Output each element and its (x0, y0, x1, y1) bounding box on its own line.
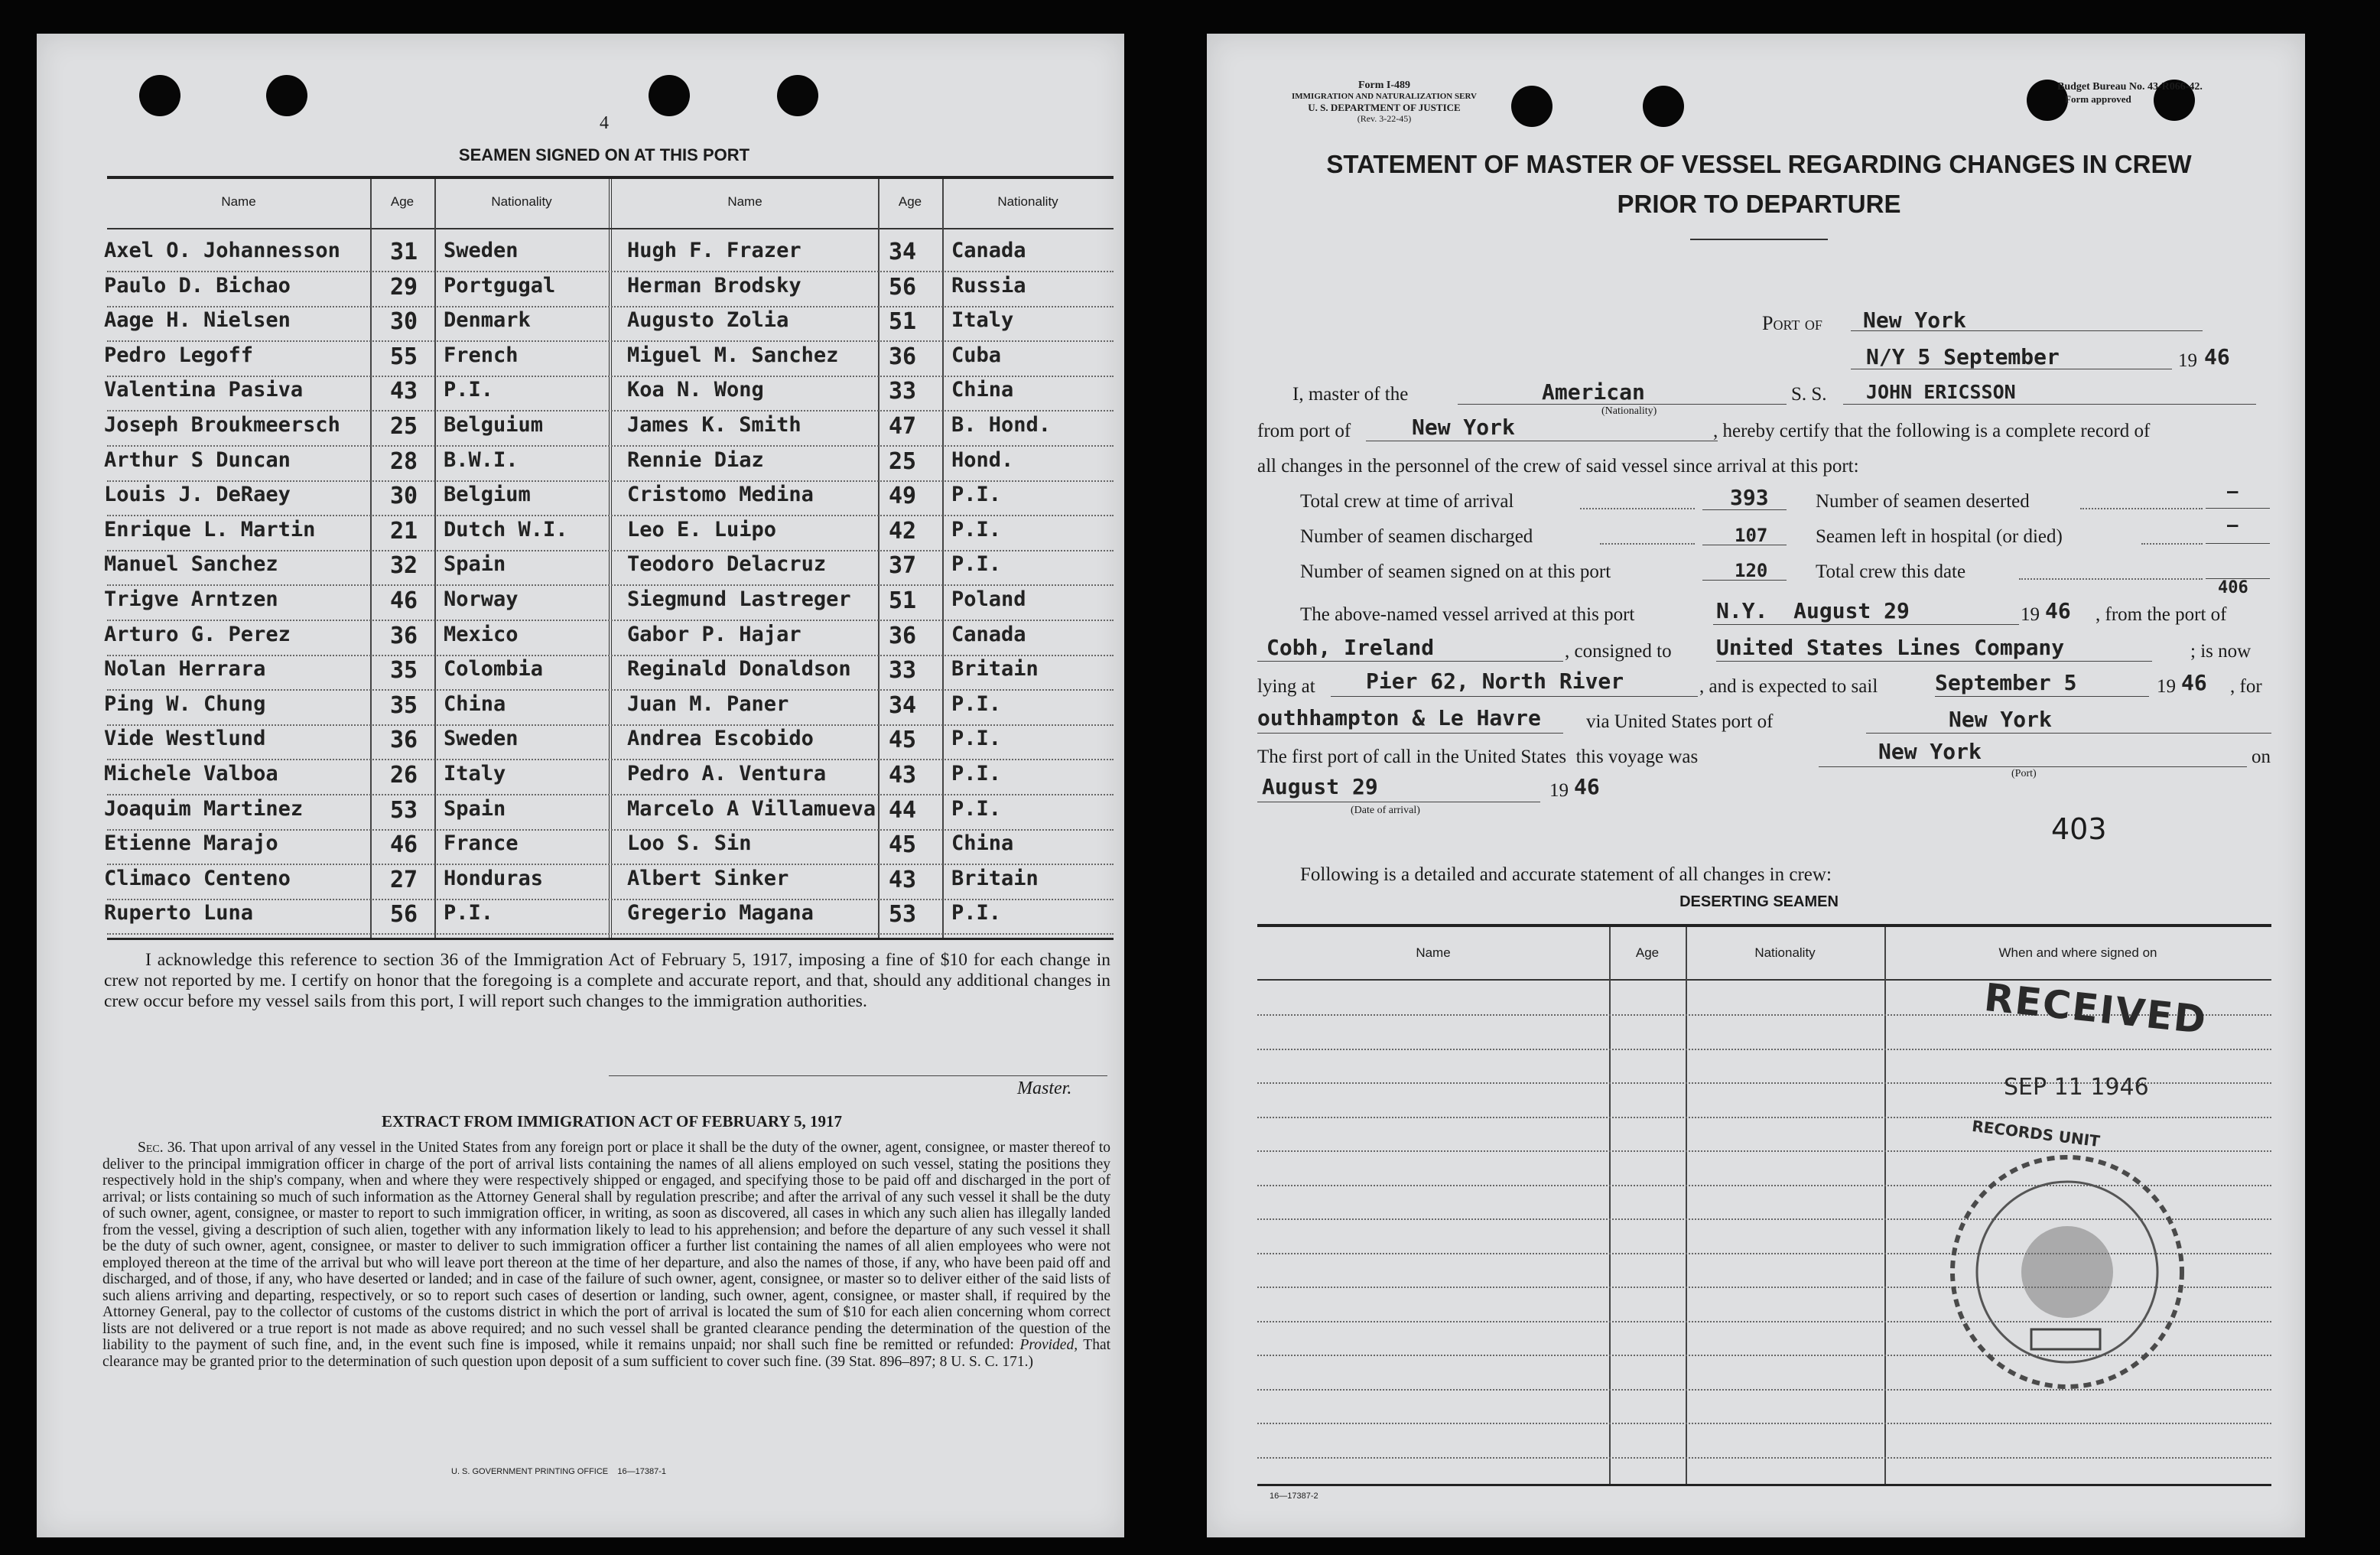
right-footer: 16—17387-2 (1270, 1492, 1318, 1501)
lying-line (1331, 696, 1698, 697)
master-of-label: I, master of the (1292, 384, 1409, 405)
seaman-nationality: B.W.I. (444, 447, 519, 472)
first-port-line (1819, 766, 2247, 767)
seaman-nationality: Belguium (444, 413, 544, 437)
seaman-nationality: Hond. (951, 447, 1014, 472)
seaman-name: Andrea Escobido (627, 727, 814, 751)
signed-on-value: 120 (1735, 560, 1768, 581)
seaman-age: 26 (390, 762, 418, 789)
seaman-name: Loo S. Sin (627, 831, 752, 856)
seaman-age: 21 (390, 517, 418, 545)
seaman-age: 36 (889, 622, 917, 649)
deserting-col-divider (1609, 927, 1611, 1484)
page-number: 4 (600, 113, 609, 133)
leader-dots (1600, 543, 1695, 545)
seaman-age: 45 (889, 831, 917, 859)
expected-label: , and is expected to sail (1699, 676, 1878, 697)
on-label: on (2252, 747, 2271, 767)
seaman-nationality: Cuba (951, 343, 1002, 367)
row-rule (107, 480, 1114, 482)
seaman-name: Hugh F. Frazer (627, 239, 801, 262)
seaman-nationality: P.I. (444, 901, 494, 926)
seaman-age: 47 (889, 413, 917, 440)
leader-dots (2080, 508, 2203, 509)
seaman-nationality: Russia (951, 273, 1026, 298)
seaman-age: 32 (390, 552, 418, 580)
first-port-value: New York (1878, 739, 1982, 764)
value-line (2206, 578, 2270, 579)
seaman-nationality: Sweden (444, 239, 519, 262)
punch-hole (649, 75, 690, 116)
seaman-name: Gregerio Magana (627, 901, 814, 926)
seaman-age: 30 (390, 483, 418, 510)
total-this-date-label: Total crew this date (1816, 561, 1966, 582)
is-now-label: ; is now (2190, 641, 2252, 662)
seaman-nationality: Colombia (444, 657, 544, 682)
arrived-year: 46 (2045, 598, 2071, 623)
seaman-name: Cristomo Medina (627, 483, 814, 507)
seaman-name: Nolan Herrara (104, 657, 266, 682)
seaman-name: Joaquim Martinez (104, 796, 304, 821)
total-this-date-value: 406 (2218, 578, 2248, 597)
seaman-age: 53 (889, 901, 917, 929)
destination-value: outhhampton & Le Havre (1257, 705, 1541, 730)
seaman-age: 37 (889, 552, 917, 580)
year-value: 46 (2204, 344, 2230, 369)
deserting-heading: DESERTING SEAMEN (1679, 893, 1839, 910)
deserting-row-rule (1257, 1117, 2271, 1118)
value-line (2206, 508, 2270, 509)
ship-name: JOHN ERICSSON (1866, 381, 2016, 403)
seaman-name: Leo E. Luipo (627, 517, 777, 542)
seaman-name: Miguel M. Sanchez (627, 343, 839, 367)
discharged-value: 107 (1735, 525, 1768, 546)
via-value: New York (1949, 707, 2052, 732)
seaman-name: Ruperto Luna (104, 901, 254, 926)
seaman-age: 46 (390, 831, 418, 859)
seaman-nationality: P.I. (951, 483, 1002, 507)
seaman-age: 43 (889, 866, 917, 893)
acknowledgement-text: I acknowledge this reference to section 36 of the Immigration Act of February 5, 1917, imposing a fine of $10 for each change in crew not reported by me. I certify on honor that the foregoing is a complete and accurate report, and that, should any additional changes in crew occur before my vessel sails from this port, I will report such changes to the immigration authorities. (104, 950, 1110, 1011)
row-rule (107, 829, 1114, 831)
seaman-nationality: China (951, 831, 1014, 856)
from-port-value: New York (1412, 415, 1515, 440)
row-rule (107, 340, 1114, 342)
seaman-name: Reginald Donaldson (627, 657, 851, 682)
port-value: New York (1863, 307, 1966, 333)
via-label: via United States port of (1586, 711, 1774, 732)
deserting-row-rule (1257, 1457, 2271, 1459)
seaman-name: Teodoro Delacruz (627, 552, 827, 577)
destination-line (1257, 733, 1563, 734)
table-col-divider (609, 179, 612, 938)
deserting-header-rule (1257, 979, 2271, 981)
seaman-name: Louis J. DeRaey (104, 483, 291, 507)
value-line (1702, 509, 1787, 510)
received-date-stamp: SEP 11 1946 (2004, 1074, 2149, 1101)
seaman-name: Climaco Centeno (104, 866, 291, 890)
sail-value: September 5 (1935, 670, 2077, 695)
total-arrival-value: 393 (1730, 485, 1769, 510)
row-rule (107, 933, 1114, 935)
seaman-age: 31 (390, 239, 418, 265)
seaman-age: 42 (889, 517, 917, 545)
seaman-age: 56 (889, 273, 917, 301)
seaman-name: Gabor P. Hajar (627, 622, 801, 646)
seaman-nationality: P.I. (951, 552, 1002, 577)
nationality-value: American (1542, 379, 1645, 405)
ship-name-line (1843, 404, 2256, 405)
deserted-value: — (2227, 480, 2239, 502)
extract-section: Sec. 36. (138, 1140, 187, 1156)
first-port-label: The first port of call in the United States this voyage was (1257, 747, 1699, 767)
row-rule (107, 515, 1114, 516)
extract-tail: That clearance may be granted prior to the determination of such question upon deposit of a sum sufficient to cover such fine. (39 Stat. 896–897; 8 U. S. C. 171.) (102, 1337, 1111, 1370)
from-port-of-label: , from the port of (2096, 604, 2227, 625)
port-label: Port of (1762, 312, 1822, 334)
following-text: Following is a detailed and accurate statement of all changes in crew: (1300, 864, 1832, 885)
seaman-nationality: Poland (951, 587, 1026, 611)
arrival-year: 46 (1574, 774, 1600, 799)
row-rule (107, 724, 1114, 726)
sail-year-prefix: 19 (2157, 676, 2176, 697)
seaman-nationality: B. Hond. (951, 413, 1052, 437)
row-rule (107, 864, 1114, 865)
deserting-col-divider (1686, 927, 1687, 1484)
hospital-label: Seamen left in hospital (or died) (1816, 526, 2063, 547)
deserted-label: Number of seamen deserted (1816, 491, 2030, 512)
seaman-name: Herman Brodsky (627, 273, 801, 298)
agency-line-2: U. S. DEPARTMENT OF JUSTICE (1308, 102, 1461, 113)
arrival-date-value: August 29 (1262, 774, 1378, 799)
signed-on-label: Number of seamen signed on at this port (1300, 561, 1611, 582)
seaman-name: Juan M. Paner (627, 691, 789, 716)
for-label: , for (2230, 676, 2262, 697)
seaman-nationality: Denmark (444, 308, 531, 333)
year-prefix: 19 (2178, 350, 2197, 371)
extract-title: EXTRACT FROM IMMIGRATION ACT OF FEBRUARY 5, 1917 (381, 1112, 843, 1130)
seaman-nationality: P.I. (951, 691, 1002, 716)
col-header-nationality: Nationality (491, 194, 552, 209)
seaman-age: 25 (390, 413, 418, 440)
punch-hole (1511, 86, 1553, 127)
seaman-nationality: Italy (444, 762, 506, 786)
seaman-name: Koa N. Wong (627, 378, 764, 402)
budget-bureau-number: Budget Bureau No. 43-R066-42. (2057, 81, 2203, 93)
seaman-name: Joseph Broukmeersch (104, 413, 340, 437)
row-rule (107, 794, 1114, 795)
seaman-nationality: Italy (951, 308, 1014, 333)
arrived-value: N.Y. August 29 (1716, 598, 1910, 623)
seaman-name: Arthur S Duncan (104, 447, 291, 472)
form-number: Form I-489 (1357, 80, 1411, 91)
seaman-age: 46 (390, 587, 418, 614)
seaman-age: 56 (390, 901, 418, 929)
seaman-age: 33 (889, 378, 917, 405)
seaman-name: Pedro Legoff (104, 343, 254, 367)
punch-hole (139, 75, 180, 116)
seaman-name: Trigve Arntzen (104, 587, 278, 611)
seaman-age: 35 (390, 691, 418, 719)
title-rule (1690, 239, 1828, 240)
lying-value: Pier 62, North River (1366, 669, 1624, 694)
seaman-nationality: French (444, 343, 519, 367)
col-header-age: Age (898, 194, 922, 209)
seal-stamp-icon (1941, 1146, 2193, 1398)
seaman-nationality: Belgium (444, 483, 531, 507)
seaman-nationality: Britain (951, 657, 1039, 682)
consigned-label: , consigned to (1565, 641, 1672, 662)
row-rule (107, 410, 1114, 412)
seaman-nationality: P.I. (444, 378, 494, 402)
arrival-year-prefix: 19 (1549, 780, 1569, 801)
seaman-nationality: P.I. (951, 517, 1002, 542)
seaman-name: Augusto Zolia (627, 308, 789, 333)
punch-hole (266, 75, 307, 116)
seaman-age: 27 (390, 866, 418, 893)
seaman-name: Siegmund Lastreger (627, 587, 851, 611)
extract-text (102, 1140, 1110, 1370)
nationality-caption: (Nationality) (1601, 405, 1657, 417)
seaman-nationality: China (444, 691, 506, 716)
seaman-nationality: P.I. (951, 901, 1002, 926)
seaman-name: Enrique L. Martin (104, 517, 316, 542)
master-label: Master. (1017, 1078, 1072, 1098)
seaman-nationality: France (444, 831, 519, 856)
seaman-nationality: P.I. (951, 796, 1002, 821)
seaman-age: 49 (889, 483, 917, 510)
seaman-age: 35 (390, 657, 418, 685)
seaman-age: 36 (889, 343, 917, 370)
row-rule (107, 445, 1114, 447)
seaman-age: 43 (390, 378, 418, 405)
lying-label: lying at (1257, 676, 1315, 697)
count-note: 403 (2051, 812, 2107, 846)
row-rule (107, 759, 1114, 760)
col-header-name: Name (727, 194, 762, 209)
ss-label: S. S. (1791, 384, 1827, 405)
received-stamp: RECEIVED (1982, 974, 2209, 1043)
deserting-header-name: Name (1416, 945, 1451, 960)
value-line (1702, 580, 1787, 581)
from-place-line (1257, 661, 1563, 662)
seaman-name: Aage H. Nielsen (104, 308, 291, 333)
sail-line (1935, 696, 2149, 697)
table-bottom-rule (107, 938, 1114, 940)
deserting-bottom-rule (1257, 1484, 2271, 1486)
seaman-age: 28 (390, 447, 418, 475)
agency-line-1: IMMIGRATION AND NATURALIZATION SERV (1292, 92, 1477, 101)
deserting-top-rule (1257, 924, 2271, 927)
records-unit-stamp: RECORDS UNIT (1971, 1116, 2102, 1151)
arrived-label: The above-named vessel arrived at this port (1300, 604, 1635, 625)
seaman-name: Valentina Pasiva (104, 378, 304, 402)
via-line (1866, 733, 2271, 734)
row-rule (107, 271, 1114, 272)
seaman-age: 43 (889, 762, 917, 789)
seaman-name: Michele Valboa (104, 762, 278, 786)
seaman-nationality: Dutch W.I. (444, 517, 568, 542)
seaman-nationality: P.I. (951, 762, 1002, 786)
seaman-age: 36 (390, 727, 418, 754)
seaman-nationality: Britain (951, 866, 1039, 890)
seaman-name: Albert Sinker (627, 866, 789, 890)
seaman-name: James K. Smith (627, 413, 801, 437)
deserting-col-divider (1884, 927, 1886, 1484)
extract-body: That upon arrival of any vessel in the United States from any foreign port or place it shall be the duty of the owner, agent, consignee, or master thereof to deliver to the principal immigration officer in charge of the port of arrival lists containing the names of all aliens employed on such vessel, stating the positions they respectively hold in the ship's company, when and where they were respectively shipped or engaged, and specifying those to be paid off and discharged in the port of arrival; or lists containing so much of such information as the Attorney General shall by regulation prescribe; and after the arrival of any such vessel it shall be the duty of such owner, agent, consignee, or master to report to such immigration officer, in writing, as soon as discovered, all cases in which any such alien has illegally landed from the vessel, giving a description of such alien, together with any information likely to lead to his apprehension; and before the departure of any such vessel it shall be the duty of such owner, agent, consignee, or master to deliver to such immigration officer a further list containing the names of all alien employees who were not employed thereon at the time of the arrival but who will leave port thereon at the time of her departure, and also the names of those, if any, who have been paid off and discharged, and of those, if any, who have deserted or landed; and in case of the failure of such owner, agent, consignee, or master so to deliver either of the said lists of such aliens arriving and departing, respectively, or so to report such cases of desertion or landing, such owner, agent, consignee, or master shall, if required by the Attorney General, pay to the collector of customs of the customs district in which the port of arrival is located the sum of $10 for each alien concerning whom correct lists are not delivered or a true report is not made as above required; and no such vessel shall be granted clearance pending the determination of the question of the liability to the payment of such fine, and, in the event such fine is imposed, while it remains unpaid; nor shall such fine be remitted or refunded: (102, 1140, 1110, 1353)
date-value: N/Y 5 September (1866, 344, 2060, 369)
printer-line: U. S. GOVERNMENT PRINTING OFFICE 16—17387-1 (451, 1467, 666, 1476)
certify-text: , hereby certify that the following is a complete record of (1713, 421, 2151, 441)
seaman-name: Manuel Sanchez (104, 552, 278, 577)
consignee-value: United States Lines Company (1716, 635, 2065, 660)
col-header-nationality: Nationality (997, 194, 1058, 209)
row-rule (107, 306, 1114, 307)
arrived-year-prefix: 19 (2021, 604, 2040, 625)
seaman-nationality: Sweden (444, 727, 519, 751)
seaman-name: Arturo G. Perez (104, 622, 291, 646)
from-port-label: from port of (1257, 421, 1351, 441)
table-col-divider (942, 179, 944, 938)
seaman-nationality: Spain (444, 796, 506, 821)
arrival-date-caption: (Date of arrival) (1351, 805, 1420, 816)
changes-text: all changes in the personnel of the crew of said vessel since arrival at this port: (1257, 456, 1859, 477)
deserting-header-age: Age (1635, 945, 1660, 960)
seaman-name: Rennie Diaz (627, 447, 764, 472)
row-rule (107, 620, 1114, 621)
discharged-label: Number of seamen discharged (1300, 526, 1533, 547)
punch-hole (1643, 86, 1684, 127)
row-rule (107, 376, 1114, 377)
leader-dots (2141, 543, 2203, 545)
port-caption: (Port) (2011, 768, 2037, 779)
arrived-line (1713, 624, 2019, 625)
form-approved: Form approved (2065, 93, 2131, 105)
seaman-age: 44 (889, 796, 917, 824)
consignee-line (1716, 661, 2152, 662)
seaman-nationality: Portgugal (444, 273, 556, 298)
value-line (2206, 543, 2270, 544)
table-col-divider (434, 179, 436, 938)
row-rule (107, 899, 1114, 900)
seaman-name: Marcelo A Villamueva (627, 796, 876, 821)
form-title-line-1: STATEMENT OF MASTER OF VESSEL REGARDING CHANGES IN CREW (1326, 150, 2192, 178)
seaman-age: 34 (889, 691, 917, 719)
deserting-header-nationality: Nationality (1754, 945, 1816, 960)
seaman-age: 34 (889, 239, 917, 265)
seaman-age: 45 (889, 727, 917, 754)
from-place-value: Cobh, Ireland (1266, 635, 1435, 660)
seaman-age: 51 (889, 308, 917, 336)
seaman-name: Vide Westlund (104, 727, 266, 751)
row-rule (107, 689, 1114, 691)
total-arrival-label: Total crew at time of arrival (1300, 491, 1514, 512)
seaman-nationality: Mexico (444, 622, 519, 646)
seaman-age: 51 (889, 587, 917, 614)
seaman-age: 25 (889, 447, 917, 475)
seamen-signed-heading: SEAMEN SIGNED ON AT THIS PORT (458, 145, 750, 164)
leader-dots (1580, 508, 1695, 509)
seaman-name: Axel O. Johannesson (104, 239, 340, 262)
seaman-name: Etienne Marajo (104, 831, 278, 856)
seaman-nationality: Honduras (444, 866, 544, 890)
row-rule (107, 550, 1114, 551)
seaman-nationality: P.I. (951, 727, 1002, 751)
sail-year: 46 (2181, 670, 2207, 695)
col-header-name: Name (221, 194, 256, 209)
row-rule (107, 584, 1114, 586)
seaman-age: 53 (390, 796, 418, 824)
seaman-age: 30 (390, 308, 418, 336)
seaman-age: 29 (390, 273, 418, 301)
seaman-age: 55 (390, 343, 418, 370)
seaman-nationality: Norway (444, 587, 519, 611)
seaman-name: Ping W. Chung (104, 691, 266, 716)
form-title-line-2: PRIOR TO DEPARTURE (1617, 190, 1901, 218)
master-signature-line (609, 1075, 1107, 1076)
seaman-name: Paulo D. Bichao (104, 273, 291, 298)
table-col-divider (878, 179, 879, 938)
table-col-divider (370, 179, 372, 938)
hospital-value: — (2227, 514, 2239, 535)
row-rule (107, 655, 1114, 656)
seaman-name: Pedro A. Ventura (627, 762, 827, 786)
seaman-nationality: Canada (951, 239, 1026, 262)
extract-provided: Provided, (1019, 1337, 1078, 1353)
deserting-row-rule (1257, 1049, 2271, 1050)
leader-dots (2019, 578, 2203, 580)
seaman-nationality: China (951, 378, 1014, 402)
deserting-header-when: When and where signed on (1998, 945, 2157, 960)
seaman-nationality: Spain (444, 552, 506, 577)
revision-date: (Rev. 3-22-45) (1357, 113, 1412, 124)
punch-hole (777, 75, 818, 116)
seaman-age: 33 (889, 657, 917, 685)
deserting-row-rule (1257, 1423, 2271, 1424)
seaman-age: 36 (390, 622, 418, 649)
col-header-age: Age (390, 194, 415, 209)
seaman-nationality: Canada (951, 622, 1026, 646)
